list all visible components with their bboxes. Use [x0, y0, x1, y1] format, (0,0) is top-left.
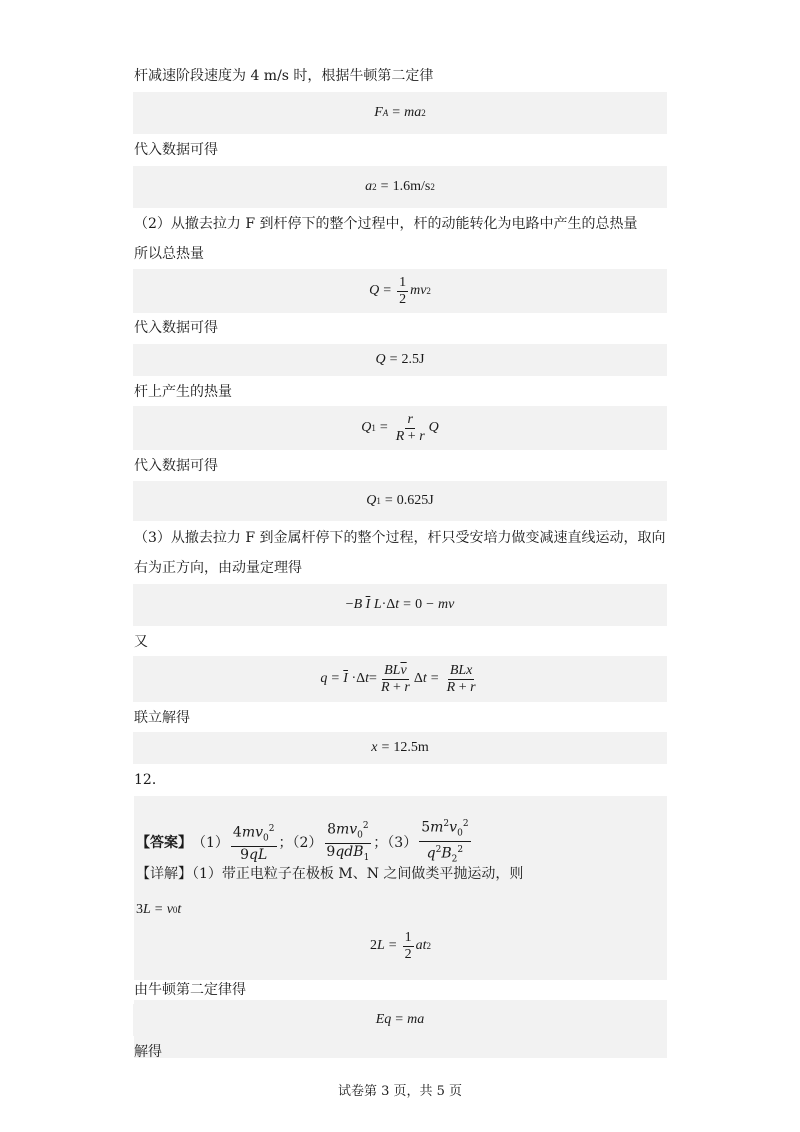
- equation-block: [133, 344, 667, 376]
- page-footer: 试卷第 3 页，共 5 页: [337, 1084, 463, 1099]
- question-number: 12．: [134, 772, 166, 788]
- equation-block: [133, 656, 667, 702]
- answer-part-label: （1）: [192, 834, 229, 851]
- detail-text: 【详解】（1）带正电粒子在极板 M、N 之间做类平抛运动，则: [136, 866, 524, 882]
- equation: Q 1 = 0.625J: [366, 493, 434, 508]
- equation: 3 L = v 0 t: [136, 902, 182, 917]
- equation-block: [133, 481, 667, 521]
- text-line: 代入数据可得: [134, 320, 218, 336]
- answer-part-label: ；（3）: [373, 834, 418, 851]
- equation: − B $\overline{I}$ L ·Δ t = 0 − mv: [345, 597, 455, 612]
- answer-part-label: ；（2）: [278, 834, 323, 851]
- answer-tag: 【答案】: [136, 834, 192, 851]
- equation: 2 L = $\frac{1}{2}$ at 2: [369, 929, 432, 962]
- equation-block: [133, 732, 667, 764]
- equation: Q = $\frac{1}{2}$ mv 2: [369, 274, 431, 307]
- text-line: 所以总热量: [134, 246, 204, 262]
- text-line: 又: [134, 634, 148, 650]
- equation: q = $\overline{I}$ ·Δ t = $\frac{BL\overline{v}}{R + r}$ Δ t = $\frac{\text{BLx}}{R + r}$: [320, 662, 476, 695]
- text-line: 由牛顿第二定律得: [134, 980, 667, 1000]
- equation-block: [133, 166, 667, 208]
- equation: Q = 2.5J: [375, 352, 425, 367]
- answer-line: [136, 816, 473, 868]
- answer-2: $\frac{8mv_0^2}{9qdB_1}$: [324, 818, 371, 866]
- equation: x = 12.5m: [371, 740, 429, 755]
- text-line: 杆减速阶段速度为 4 m/s 时，根据牛顿第二定律: [134, 68, 434, 84]
- equation-block: [134, 922, 667, 970]
- text-line: 解得: [134, 1044, 162, 1060]
- answer-3: $\frac{5m^2v_0^2}{q^2B_2^2}$: [419, 816, 470, 868]
- equation: a 2 = 1.6m/s 2: [365, 179, 435, 194]
- equation-block: [133, 92, 667, 134]
- detail-line: [136, 863, 523, 883]
- equation-block: [133, 269, 667, 313]
- equation: Eq = ma: [375, 1012, 425, 1027]
- equation: F A = ma 2: [374, 105, 426, 120]
- text-line: 右为正方向，由动量定理得: [134, 560, 302, 576]
- text-line: 杆上产生的热量: [134, 384, 232, 400]
- answer-1: $\frac{4mv_0^2}{9qL}$: [231, 821, 277, 863]
- text-line: 联立解得: [134, 710, 190, 726]
- text-line: 代入数据可得: [134, 142, 218, 158]
- text-line: 代入数据可得: [134, 458, 218, 474]
- equation-block: [133, 584, 667, 626]
- equation: Q 1 = $\frac{r}{R + r}$ Q: [361, 411, 439, 444]
- equation-block: [133, 1004, 667, 1036]
- equation-block: [133, 406, 667, 450]
- text-line: （2）从撤去拉力 F 到杆停下的整个过程中，杆的动能转化为电路中产生的总热量: [134, 216, 638, 232]
- text-line: （3）从撤去拉力 F 到金属杆停下的整个过程，杆只受安培力做变减速直线运动，取向: [134, 530, 666, 546]
